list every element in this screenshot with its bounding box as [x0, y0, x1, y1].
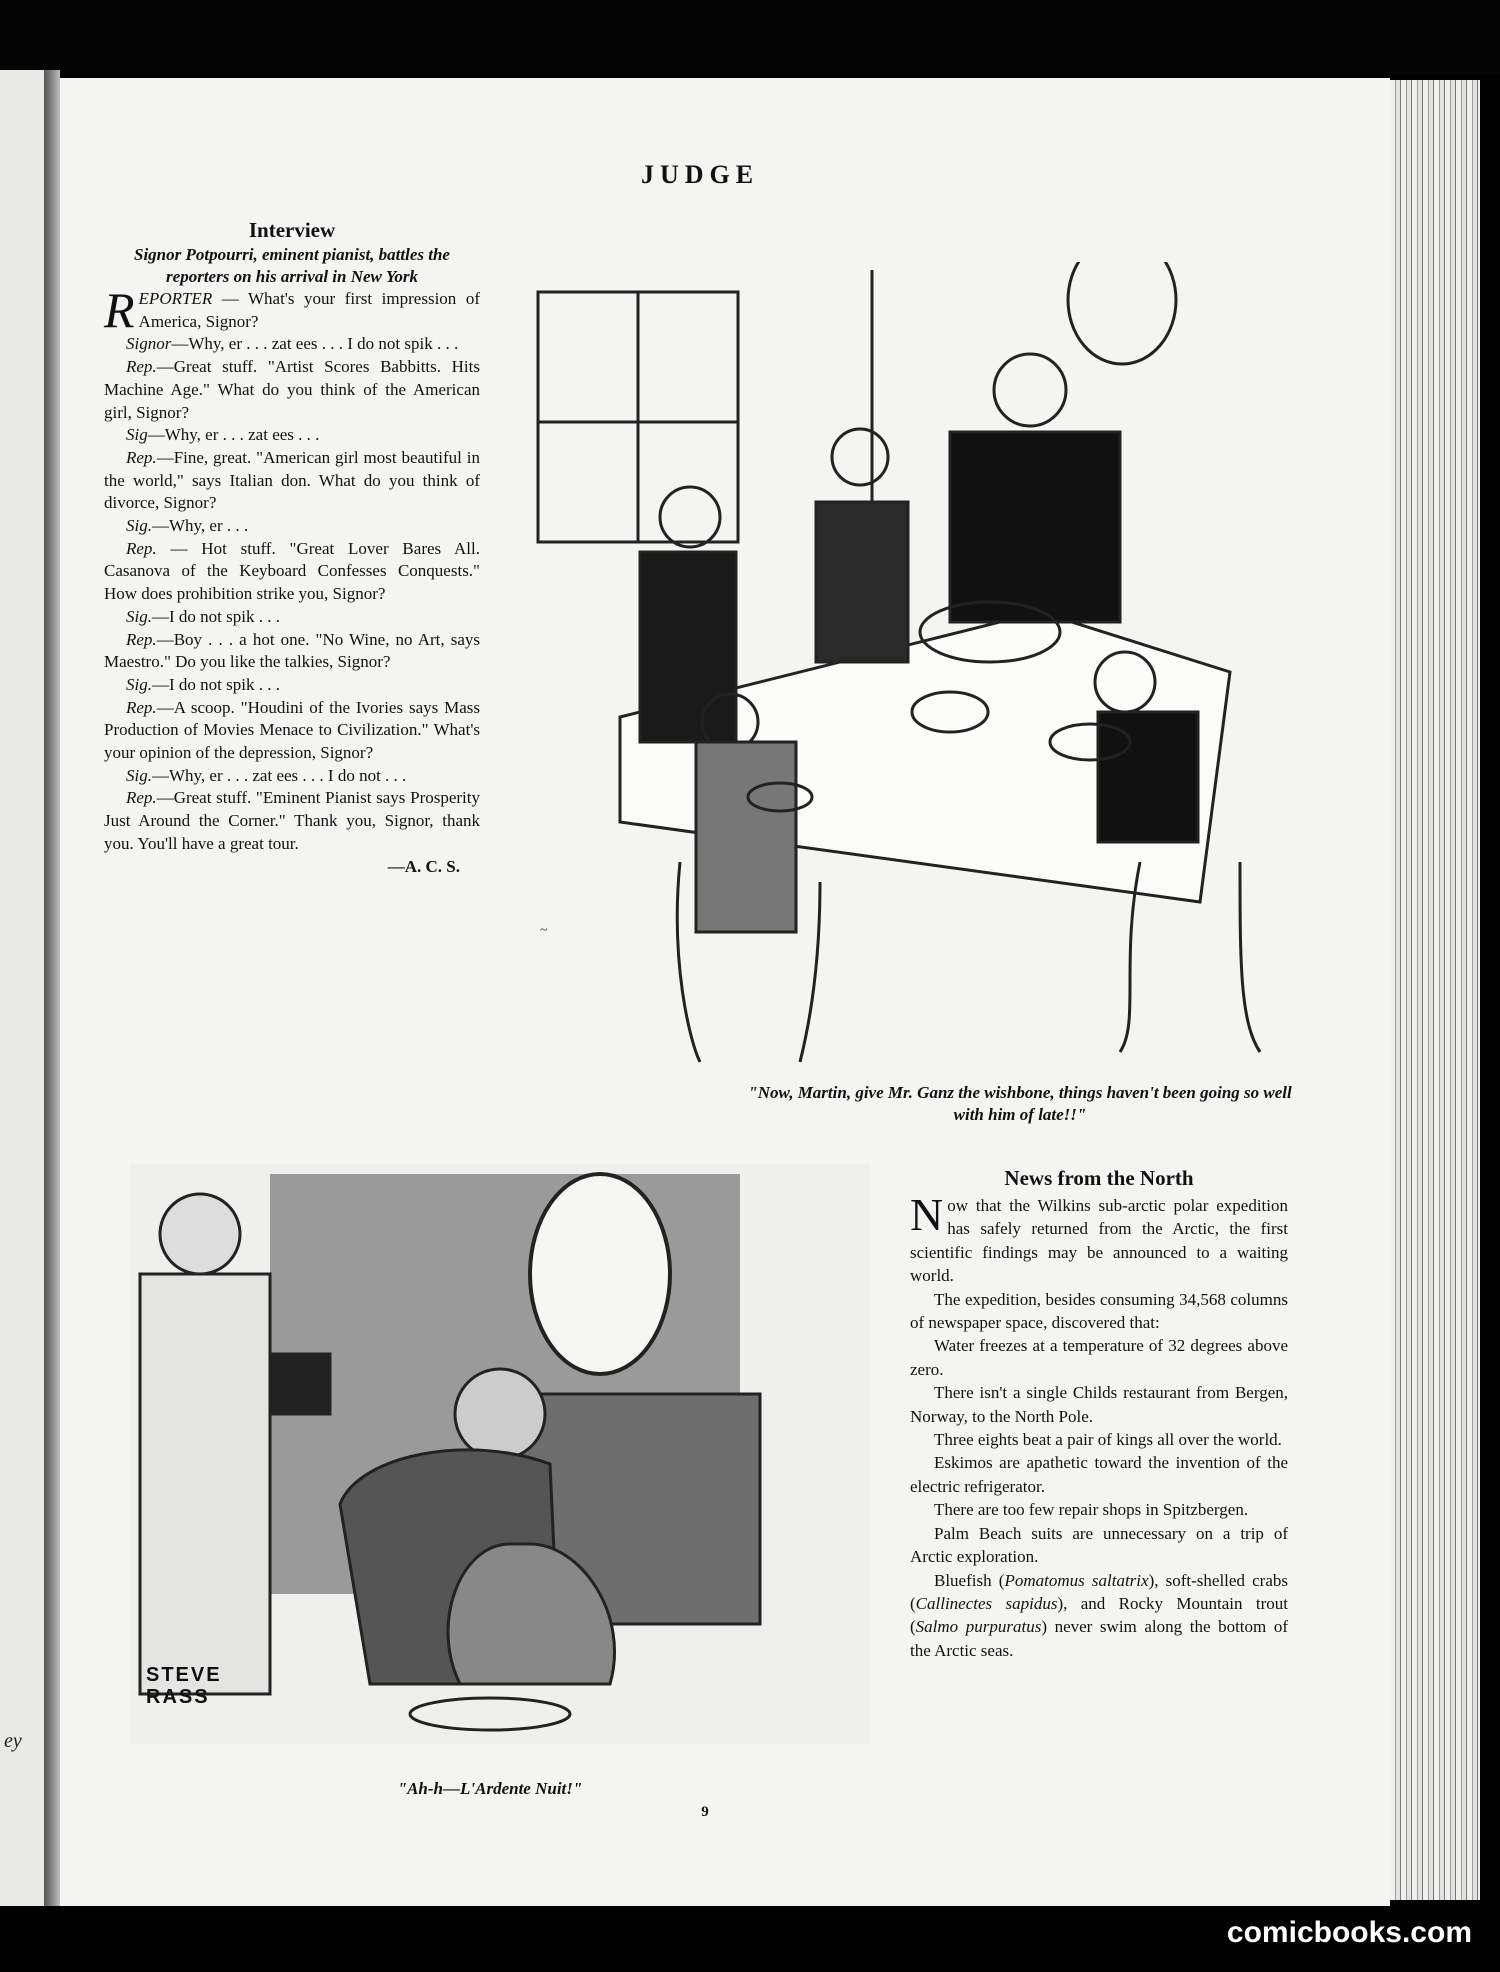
interview-exchange: [104, 606, 480, 629]
speaker: Rep.: [126, 447, 157, 467]
news-title: News from the North: [1004, 1166, 1194, 1190]
speaker: Rep.: [126, 788, 157, 808]
news-paragraph: Water freezes at a temperature of 32 degrees above zero.: [910, 1336, 1288, 1379]
drop-cap: R: [104, 282, 135, 338]
interview-signature: —A. C. S.: [387, 856, 460, 876]
interview-exchange: [104, 787, 480, 855]
line: — What's your first impression of America, Signor?: [138, 289, 480, 331]
diner-figure-left: [660, 487, 720, 547]
dinner-cartoon: [520, 262, 1280, 1082]
page-number: 9: [701, 1804, 709, 1820]
interview-opening: [104, 282, 480, 338]
interview-exchange: [104, 515, 480, 538]
speaker: EPORTER: [138, 289, 213, 308]
interview-exchange: [104, 674, 480, 697]
father-carving: [994, 354, 1066, 426]
speaker: Sig.: [126, 606, 152, 626]
policeman-head: [160, 1194, 240, 1274]
species-name: Salmo purpuratus: [915, 1617, 1042, 1637]
line: — Hot stuff. "Great Lover Bares All. Casanova of the Keyboard Confesses Conquests." How does prohibition strike you, Signor?: [104, 538, 480, 604]
speaker: Sig.: [126, 516, 152, 536]
interview-exchange: [104, 629, 480, 674]
vanity-mirror: [530, 1174, 670, 1374]
facing-page-text-fragment: ey: [4, 1730, 22, 1752]
line: —Great stuff. "Artist Scores Babbitts. Hits Machine Age." What do you think of the American girl, Signor?: [104, 357, 480, 422]
interview-exchange: [104, 538, 480, 606]
interview-article: [104, 216, 480, 878]
line: —Great stuff. "Eminent Pianist says Prosperity Just Around the Corner." Thank you, Signor, thank you. You'll have a great tour.: [104, 788, 480, 853]
burglar-cartoon-drawing: [130, 1164, 870, 1744]
page-stack-edge: [1390, 80, 1480, 1900]
news-article: [910, 1164, 1288, 1662]
watermark: comicbooks.com: [1226, 1916, 1472, 1949]
speaker: Rep.: [126, 357, 157, 377]
speaker: Rep.: [126, 697, 157, 717]
news-paragraph: There are too few repair shops in Spitzbergen.: [934, 1500, 1249, 1520]
burglar-cartoon: [130, 1164, 870, 1744]
line: —Fine, great. "American girl most beautiful in the world," says Italian don. What do you think of divorce, Signor?: [104, 447, 480, 513]
line: —Why, er . . . zat ees . . . I do not . . .: [151, 765, 407, 785]
burglar-head: [455, 1369, 545, 1459]
line: —Why, er . . .: [151, 516, 249, 536]
news-paragraph: Three eights beat a pair of kings all over the world.: [934, 1430, 1282, 1450]
speaker: Sig.: [126, 765, 152, 785]
news-paragraph: Eskimos are apathetic toward the invention of the electric refrigerator.: [910, 1453, 1288, 1496]
speaker: Rep.: [126, 629, 157, 649]
interview-exchange: [104, 333, 480, 356]
burglar-caption: "Ah-h—L'Ardente Nuit!": [397, 1779, 583, 1798]
diner-figure-woman: [832, 429, 888, 485]
interview-title: Interview: [248, 218, 336, 242]
interview-subtitle: Signor Potpourri, eminent pianist, battles the reporters on his arrival in New York: [134, 245, 450, 286]
artist-signature: STEVE RASS: [146, 1664, 222, 1708]
news-paragraph: Palm Beach suits are unnecessary on a trip of Arctic exploration.: [910, 1523, 1288, 1567]
scan-top-band: [0, 0, 1500, 74]
interview-exchange: [104, 447, 480, 515]
artist-mark: ~: [540, 923, 548, 938]
dinner-cartoon-drawing: [520, 262, 1280, 1082]
speaker: Signor: [126, 334, 172, 354]
dinner-caption: "Now, Martin, give Mr. Ganz the wishbone, things haven't been going so well with him of late!!": [748, 1083, 1292, 1124]
news-paragraph: The expedition, besides consuming 34,568 columns of newspaper space, discovered that:: [910, 1289, 1288, 1333]
policeman-body: [140, 1274, 270, 1694]
line: —A scoop. "Houdini of the Ivories says Mass Production of Movies Menace to Civilization." What's your opinion of the depression, Signor?: [104, 697, 480, 763]
interview-exchange: [104, 765, 480, 788]
interview-exchange: [104, 697, 480, 765]
wall-portrait: [1068, 262, 1176, 364]
speaker: Sig.: [126, 674, 152, 694]
speaker: Rep.: [126, 538, 157, 558]
speaker: Sig: [126, 425, 148, 445]
interview-exchanges: [104, 333, 480, 855]
species-name: Callinectes sapidus: [915, 1593, 1058, 1613]
line: —Why, er . . . zat ees . . .: [147, 425, 320, 445]
book-gutter: [44, 70, 60, 1910]
line: —I do not spik . . .: [151, 674, 280, 694]
news-paragraph: Now that the Wilkins sub-arctic polar expedition has safely returned from the Arctic, the first scientific findings may be announced to a waiting world.: [910, 1189, 1288, 1286]
line: —Why, er . . . zat ees . . . I do not spik . . .: [171, 334, 459, 354]
news-paragraph-last: Bluefish (Pomatomus saltatrix), soft-shelled crabs (Callinectes sapidus), and Rocky Mountain trout (Salmo purpuratus) never swim along the bottom of the Arctic seas.: [910, 1570, 1288, 1660]
news-paragraph: There isn't a single Childs restaurant from Bergen, Norway, to the North Pole.: [910, 1383, 1288, 1426]
line: —I do not spik . . .: [151, 606, 280, 626]
interview-exchange: [104, 424, 480, 447]
facing-page-edge: [0, 70, 44, 1910]
line: —Boy . . . a hot one. "No Wine, no Art, says Maestro." Do you like the talkies, Signor?: [104, 629, 480, 672]
interview-exchange: [104, 356, 480, 424]
page-header: JUDGE: [640, 160, 760, 189]
drop-cap: N: [910, 1189, 944, 1240]
species-name: Pomatomus saltatrix: [1004, 1570, 1149, 1590]
